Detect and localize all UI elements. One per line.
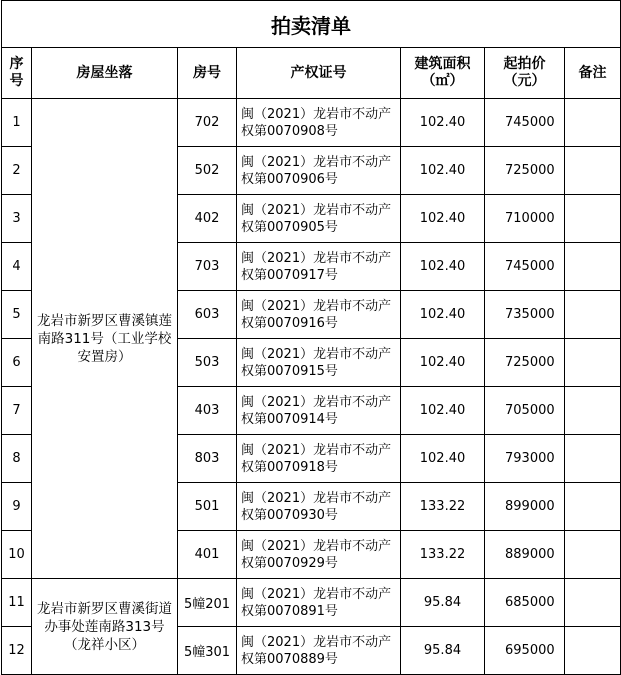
- row-cert: 闽（2021）龙岩市不动产权第0070914号: [237, 387, 401, 435]
- row-location: 龙岩市新罗区曹溪镇莲南路311号（工业学校安置房）: [32, 99, 178, 579]
- row-seq: 1: [2, 99, 32, 147]
- row-price: 735000: [485, 291, 565, 339]
- row-room: 403: [178, 387, 237, 435]
- header-price: 起拍价（元）: [485, 48, 565, 99]
- row-note: [565, 99, 621, 147]
- row-seq: 10: [2, 531, 32, 579]
- row-note: [565, 387, 621, 435]
- table-title: 拍卖清单: [2, 1, 621, 48]
- header-location: 房屋坐落: [32, 48, 178, 99]
- row-seq: 12: [2, 627, 32, 675]
- row-price: 745000: [485, 243, 565, 291]
- row-area: 102.40: [401, 99, 485, 147]
- row-note: [565, 243, 621, 291]
- row-seq: 4: [2, 243, 32, 291]
- header-room: 房号: [178, 48, 237, 99]
- row-room: 402: [178, 195, 237, 243]
- row-area: 133.22: [401, 483, 485, 531]
- row-area: 102.40: [401, 387, 485, 435]
- row-note: [565, 435, 621, 483]
- header-seq: 序号: [2, 48, 32, 99]
- row-cert: 闽（2021）龙岩市不动产权第0070916号: [237, 291, 401, 339]
- row-area: 102.40: [401, 243, 485, 291]
- row-cert: 闽（2021）龙岩市不动产权第0070918号: [237, 435, 401, 483]
- row-room: 803: [178, 435, 237, 483]
- row-note: [565, 147, 621, 195]
- row-note: [565, 339, 621, 387]
- row-cert: 闽（2021）龙岩市不动产权第0070908号: [237, 99, 401, 147]
- row-price: 725000: [485, 147, 565, 195]
- row-area: 102.40: [401, 195, 485, 243]
- row-cert: 闽（2021）龙岩市不动产权第0070889号: [237, 627, 401, 675]
- header-note: 备注: [565, 48, 621, 99]
- row-note: [565, 195, 621, 243]
- auction-table: [1, 0, 621, 675]
- row-seq: 2: [2, 147, 32, 195]
- row-seq: 5: [2, 291, 32, 339]
- table-row: [2, 99, 621, 147]
- header-cert: 产权证号: [237, 48, 401, 99]
- row-price: 705000: [485, 387, 565, 435]
- row-room: 5幢201: [178, 579, 237, 627]
- row-cert: 闽（2021）龙岩市不动产权第0070905号: [237, 195, 401, 243]
- row-seq: 8: [2, 435, 32, 483]
- row-area: 102.40: [401, 435, 485, 483]
- row-seq: 7: [2, 387, 32, 435]
- row-area: 95.84: [401, 579, 485, 627]
- row-area: 102.40: [401, 339, 485, 387]
- row-note: [565, 531, 621, 579]
- row-seq: 9: [2, 483, 32, 531]
- table-row: [2, 579, 621, 627]
- row-cert: 闽（2021）龙岩市不动产权第0070891号: [237, 579, 401, 627]
- row-seq: 11: [2, 579, 32, 627]
- row-price: 899000: [485, 483, 565, 531]
- row-area: 102.40: [401, 147, 485, 195]
- row-room: 5幢301: [178, 627, 237, 675]
- row-room: 401: [178, 531, 237, 579]
- row-seq: 6: [2, 339, 32, 387]
- row-room: 603: [178, 291, 237, 339]
- row-location: 龙岩市新罗区曹溪街道办事处莲南路313号（龙祥小区）: [32, 579, 178, 675]
- row-area: 95.84: [401, 627, 485, 675]
- row-area: 133.22: [401, 531, 485, 579]
- row-cert: 闽（2021）龙岩市不动产权第0070915号: [237, 339, 401, 387]
- row-seq: 3: [2, 195, 32, 243]
- row-area: 102.40: [401, 291, 485, 339]
- row-price: 710000: [485, 195, 565, 243]
- row-price: 725000: [485, 339, 565, 387]
- row-note: [565, 579, 621, 627]
- row-room: 502: [178, 147, 237, 195]
- row-note: [565, 483, 621, 531]
- row-price: 889000: [485, 531, 565, 579]
- row-cert: 闽（2021）龙岩市不动产权第0070906号: [237, 147, 401, 195]
- row-cert: 闽（2021）龙岩市不动产权第0070930号: [237, 483, 401, 531]
- row-room: 703: [178, 243, 237, 291]
- row-room: 702: [178, 99, 237, 147]
- row-room: 501: [178, 483, 237, 531]
- row-room: 503: [178, 339, 237, 387]
- row-note: [565, 627, 621, 675]
- row-cert: 闽（2021）龙岩市不动产权第0070917号: [237, 243, 401, 291]
- row-price: 745000: [485, 99, 565, 147]
- header-area: 建筑面积（㎡）: [401, 48, 485, 99]
- row-price: 695000: [485, 627, 565, 675]
- row-price: 793000: [485, 435, 565, 483]
- row-note: [565, 291, 621, 339]
- row-cert: 闽（2021）龙岩市不动产权第0070929号: [237, 531, 401, 579]
- row-price: 685000: [485, 579, 565, 627]
